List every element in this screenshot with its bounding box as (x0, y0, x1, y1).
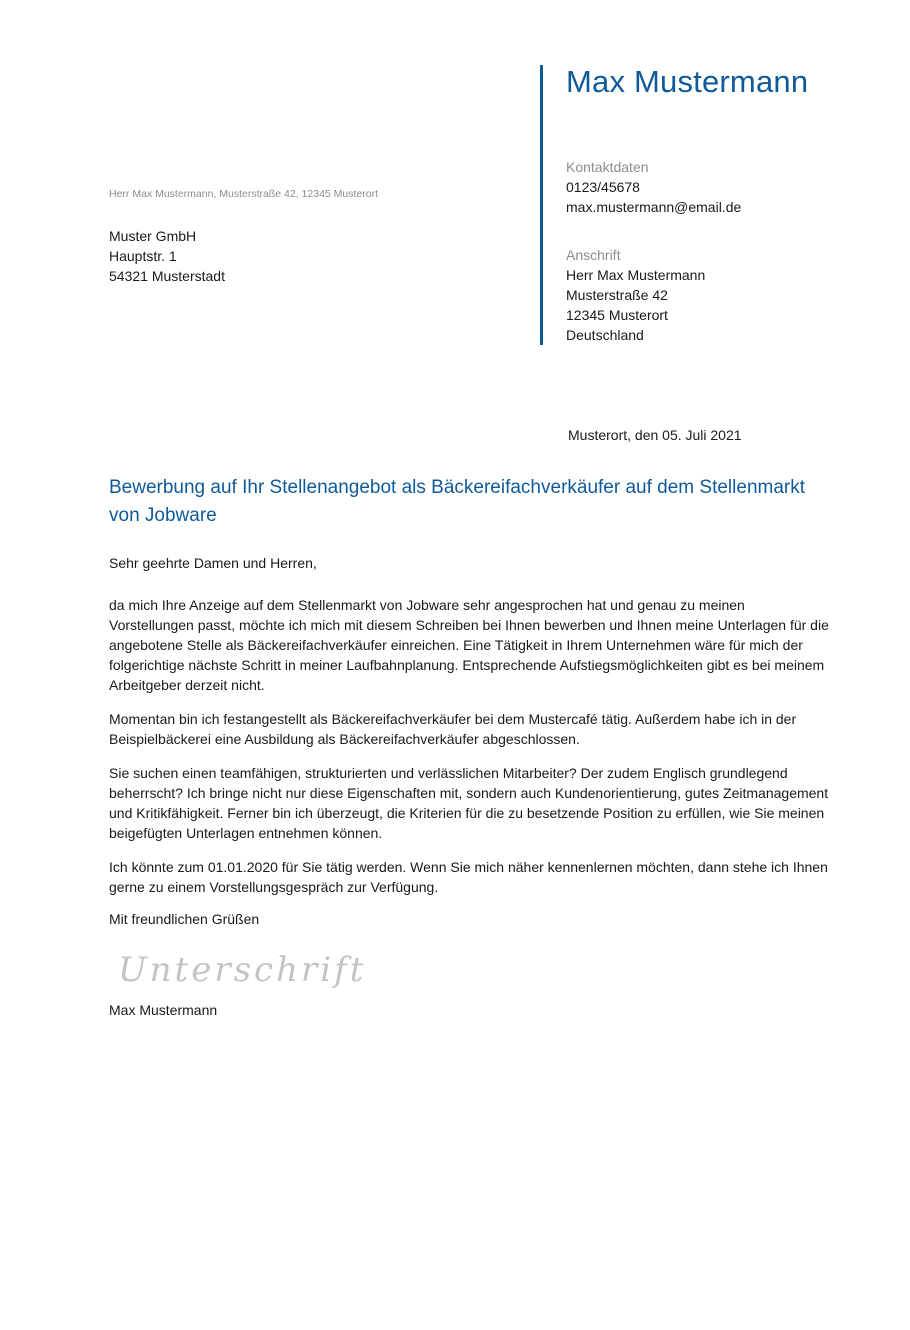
address-line: Herr Max Mustermann (566, 267, 706, 283)
body-paragraph: Momentan bin ich festangestellt als Bäckereifachverkäufer bei dem Mustercafé tätig. Außerdem habe ich in der Beispielbäckerei eine Ausbildung als Bäckereifachverkäufer abgeschlossen. (109, 711, 797, 747)
letter-date: Musterort, den 05. Juli 2021 (568, 427, 742, 443)
letter-subject: Bewerbung auf Ihr Stellenangebot als Bäckereifachverkäufer auf dem Stellenmarkt von Jobware (109, 477, 806, 526)
email-address: max.mustermann@email.de (566, 199, 742, 215)
recipient-line: Muster GmbH (109, 228, 197, 244)
signature: Unterschrift (118, 950, 367, 990)
address-line: Musterstraße 42 (566, 287, 668, 303)
address-block (566, 245, 705, 345)
accent-bar (540, 65, 543, 345)
salutation: Sehr geehrte Damen und Herren, (109, 555, 317, 571)
body-paragraph: da mich Ihre Anzeige auf dem Stellenmarkt von Jobware sehr angesprochen hat und genau zu meinen Vorstellungen passt, möchte ich mich mit diesem Schreiben bei Ihnen bewerben und Ihnen meine Unterlagen für die angebotene Stelle als Bäckereifachverkäufer einreichen. Eine Tätigkeit in Ihrem Unternehmen wäre für mich der folgerichtige nächste Schritt in meiner Laufbahnplanung. Entsprechende Aufstiegsmöglichkeiten gibt es bei meinem Arbeitgeber derzeit nicht. (109, 597, 829, 693)
body-paragraph: Sie suchen einen teamfähigen, strukturierten und verlässlichen Mitarbeiter? Der zudem Englisch grundlegend beherrscht? Ich bringe nicht nur diese Eigenschaften mit, sondern auch Kundenorientierung, gutes Zeitmanagement und Kritikfähigkeit. Ferner bin ich überzeugt, die Kriterien für die zu besetzende Position zu erfüllen, wie Sie meinen beigefügten Unterlagen entnehmen können. (109, 765, 829, 841)
applicant-name: Max Mustermann (566, 64, 809, 99)
closing-phrase: Mit freundlichen Grüßen (109, 911, 260, 927)
recipient-line: Hauptstr. 1 (109, 248, 177, 264)
recipient-line: 54321 Musterstadt (109, 268, 225, 284)
body-paragraph: Ich könnte zum 01.01.2020 für Sie tätig werden. Wenn Sie mich näher kennenlernen möchten, dann stehe ich Ihnen gerne zu einem Vorstellungsgespräch zur Verfügung. (109, 859, 828, 895)
address-line: 12345 Musterort (566, 307, 668, 323)
contact-label: Kontaktdaten (566, 159, 649, 175)
phone-number: 0123/45678 (566, 179, 640, 195)
address-label: Anschrift (566, 247, 621, 263)
address-line: Deutschland (566, 327, 644, 343)
signer-name: Max Mustermann (109, 1002, 218, 1018)
sender-return-address: Herr Max Mustermann, Musterstraße 42, 12345 Musterort (109, 188, 379, 200)
letter-body (109, 595, 829, 911)
contact-block (566, 157, 741, 217)
recipient-address (109, 226, 225, 286)
